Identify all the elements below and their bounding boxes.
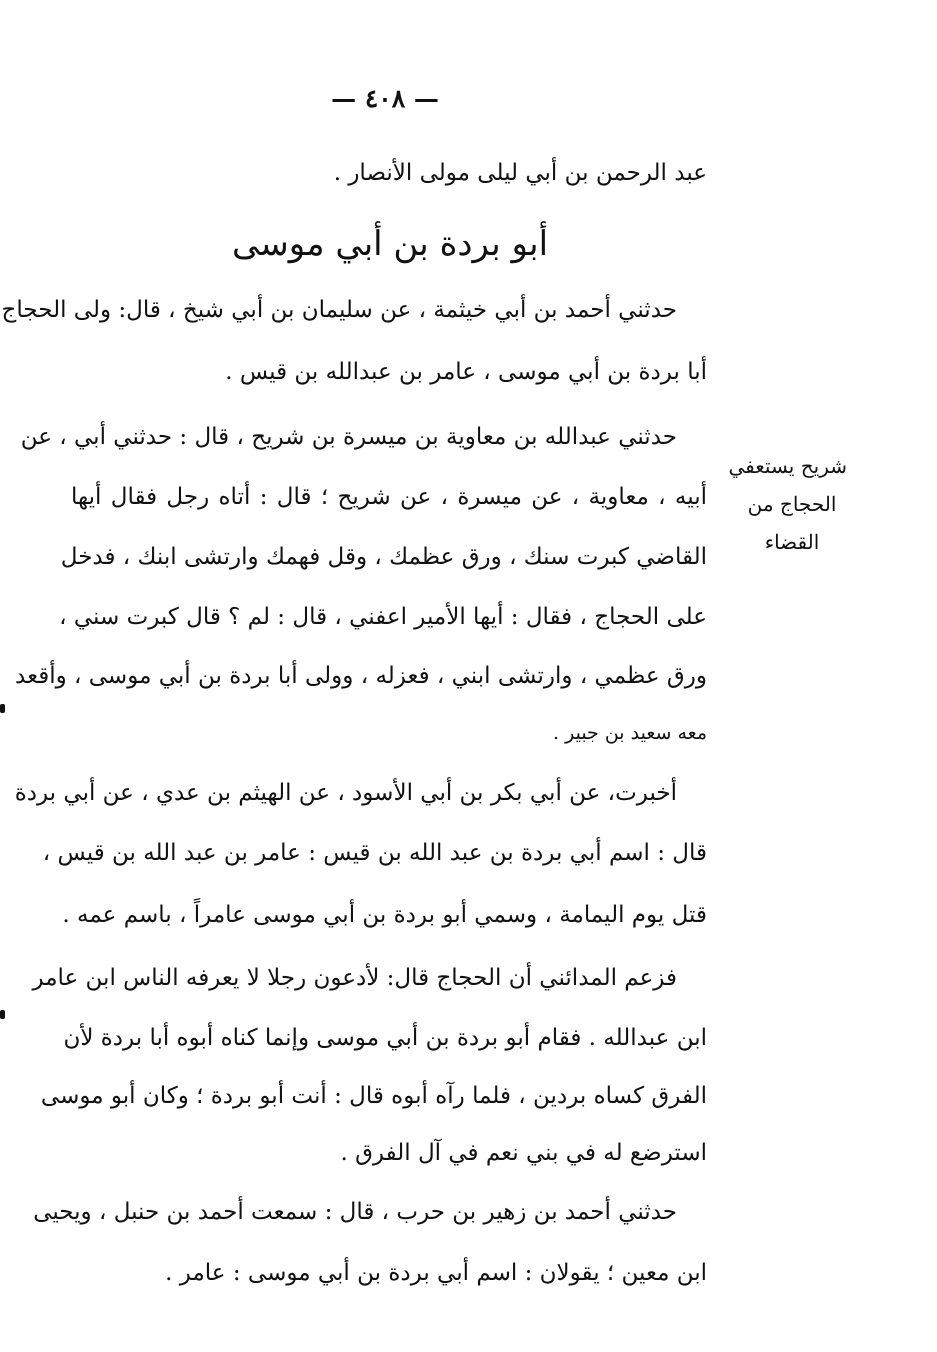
text-line: ورق عظمي ، وارتشى ابني ، فعزله ، وولى أبا بردة بن أبي موسى ، وأقعد bbox=[15, 663, 707, 689]
text-line: استرضع له في بني نعم في آل الفرق . bbox=[340, 1140, 707, 1166]
text-line: أبا بردة بن أبي موسى ، عامر بن عبدالله بن قيس . bbox=[225, 359, 707, 385]
section-heading: أبو بردة بن أبي موسى bbox=[231, 224, 549, 264]
text-line: حدثني أحمد بن زهير بن حرب ، قال : سمعت أحمد بن حنبل ، ويحيى bbox=[33, 1199, 677, 1225]
margin-note bbox=[728, 447, 847, 561]
text-line: فزعم المدائني أن الحجاج قال: لأدعون رجلا لا يعرفه الناس ابن عامر bbox=[32, 965, 677, 991]
margin-note-line: الحجاج من bbox=[747, 492, 837, 516]
text-line: ابن معين ؛ يقولان : اسم أبي بردة بن أبي موسى : عامر . bbox=[165, 1260, 707, 1286]
text-line: حدثني عبدالله بن معاوية بن ميسرة بن شريح ، قال : حدثني أبي ، عن bbox=[20, 424, 677, 450]
text-line: معه سعيد بن جبير . bbox=[553, 722, 707, 744]
text-line: عبد الرحمن بن أبي ليلى مولى الأنصار . bbox=[333, 160, 707, 186]
text-line: أبيه ، معاوية ، عن ميسرة ، عن شريح ؛ قال : أتاه رجل فقال أيها bbox=[71, 484, 707, 510]
text-line: قتل يوم اليمامة ، وسمي أبو بردة بن أبي موسى عامراً ، باسم عمه . bbox=[62, 902, 707, 928]
scan-mark bbox=[0, 1010, 5, 1019]
text-line: القاضي كبرت سنك ، ورق عظمك ، وقل فهمك وارتشى ابنك ، فدخل bbox=[60, 544, 707, 570]
text-line: على الحجاج ، فقال : أيها الأمير اعفني ، قال : لم ؟ قال كبرت سني ، bbox=[59, 604, 707, 630]
scan-mark bbox=[0, 704, 5, 713]
margin-note-line: القضاء bbox=[764, 530, 820, 554]
margin-note-line: شريح يستعفي bbox=[728, 454, 847, 478]
text-line: حدثني أحمد بن أبي خيثمة ، عن سليمان بن أبي شيخ ، قال: ولى الحجاج bbox=[1, 297, 677, 323]
text-line: ابن عبدالله . فقام أبو بردة بن أبي موسى وإنما كناه أبوه أبا بردة لأن bbox=[63, 1025, 707, 1051]
text-line: الفرق كساه بردين ، فلما رآه أبوه قال : أنت أبو بردة ؛ وكان أبو موسى bbox=[40, 1083, 707, 1109]
text-line: قال : اسم أبي بردة بن عبد الله بن قيس : عامر بن عبد الله بن قيس ، bbox=[42, 840, 707, 866]
text-line: أخبرت، عن أبي بكر بن أبي الأسود ، عن الهيثم بن عدي ، عن أبي بردة bbox=[14, 780, 677, 806]
page-number: — ٤٠٨ — bbox=[331, 84, 439, 113]
